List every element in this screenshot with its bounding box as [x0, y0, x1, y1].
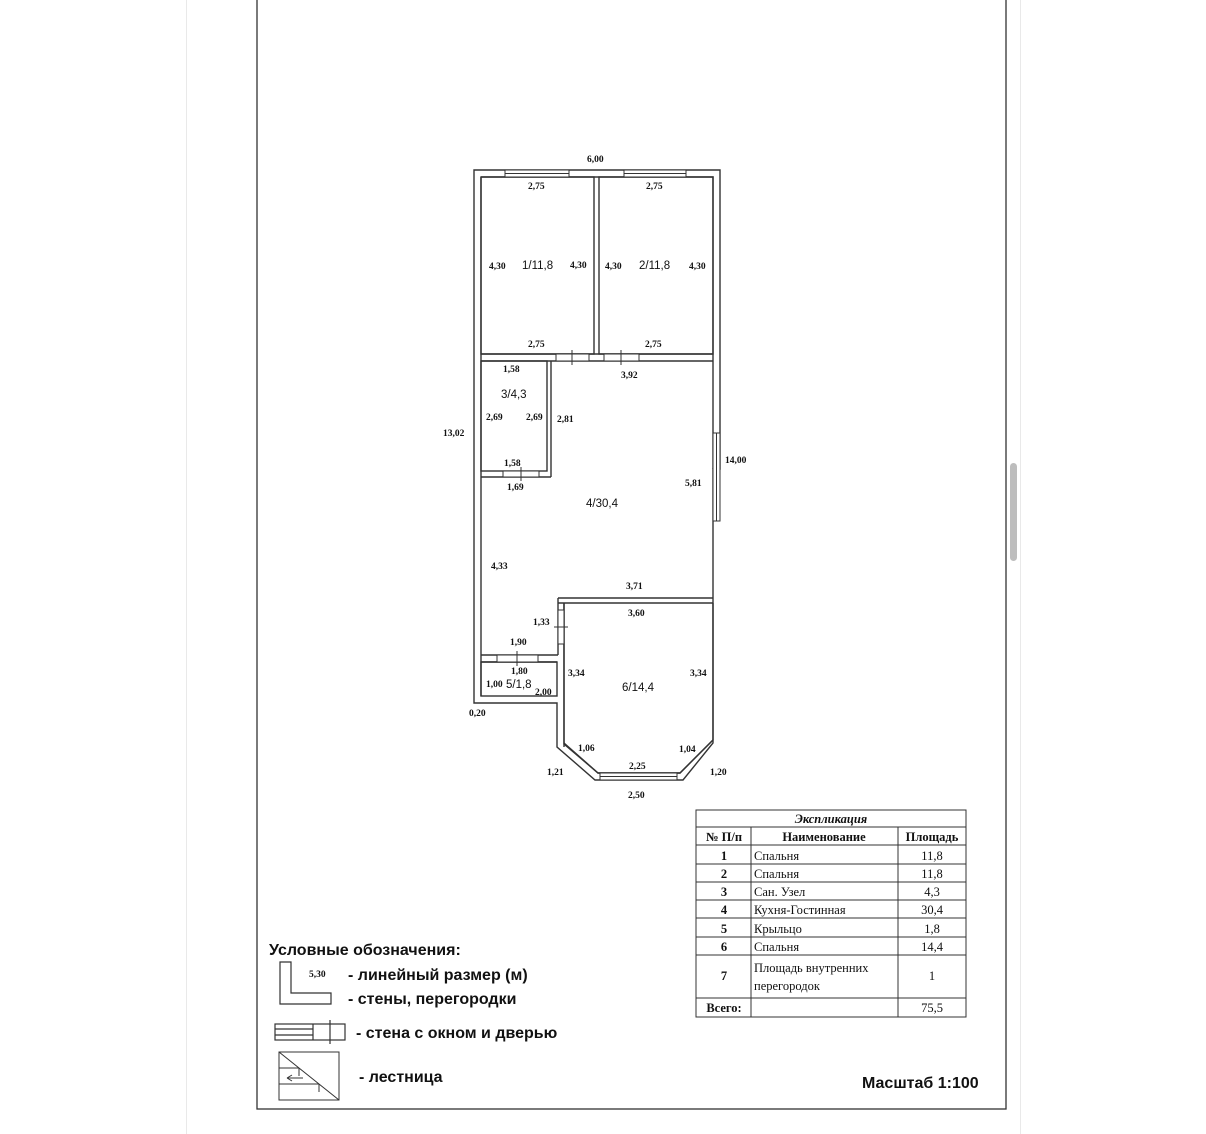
room-label-5: 5/1,8 — [506, 679, 532, 691]
dim-label: 4,30 — [570, 261, 587, 271]
row-num: 5 — [720, 922, 728, 936]
legend-title: Условные обозначения: — [269, 942, 461, 959]
row-area: 14,4 — [921, 940, 943, 954]
legend-item: - лестница — [359, 1069, 443, 1086]
row-area: 4,3 — [924, 885, 940, 899]
scrollbar-thumb[interactable] — [1010, 463, 1017, 561]
dim-label: 2,81 — [557, 415, 574, 425]
row-num: 1 — [720, 849, 728, 863]
dim-label: 13,02 — [443, 429, 465, 439]
dim-label: 4,33 — [491, 562, 508, 572]
dim-label: 1,69 — [507, 483, 524, 493]
row-area: 1 — [928, 969, 936, 983]
row-name: Спальня — [754, 849, 800, 863]
dim-label: 3,34 — [568, 669, 585, 679]
legend-item: - стены, перегородки — [348, 991, 517, 1008]
dim-label: 2,75 — [645, 340, 662, 350]
dim-label: 3,60 — [628, 609, 645, 619]
total-area: 75,5 — [921, 1001, 943, 1015]
dim-label: 2,00 — [535, 688, 552, 698]
dim-label: 1,58 — [504, 459, 521, 469]
dim-label: 2,75 — [528, 340, 545, 350]
row-name: Площадь внутренних — [754, 961, 869, 975]
dim-label: 1,00 — [486, 680, 503, 690]
dim-label: 1,33 — [533, 618, 550, 628]
header-num: № П/п — [705, 830, 743, 844]
dim-label: 2,75 — [646, 182, 663, 192]
room-label-2: 2/11,8 — [639, 260, 671, 272]
dim-label: 3,34 — [690, 669, 707, 679]
row-num: 2 — [720, 867, 728, 881]
total-label: Всего: — [706, 1001, 742, 1015]
room-label-1: 1/11,8 — [522, 260, 554, 272]
row-num: 3 — [720, 885, 728, 899]
header-name: Наименование — [782, 830, 866, 844]
row-name: Спальня — [754, 867, 800, 881]
row-area: 1,8 — [924, 922, 940, 936]
row-name: Спальня — [754, 940, 800, 954]
room-label-4: 4/30,4 — [586, 498, 618, 510]
row-name: Сан. Узел — [754, 885, 806, 899]
dim-label: 1,58 — [503, 365, 520, 375]
dim-label: 1,20 — [710, 768, 727, 778]
legend-sample-dim: 5,30 — [309, 970, 326, 980]
dim-label: 14,00 — [725, 456, 747, 466]
dim-label: 4,30 — [605, 262, 622, 272]
row-num: 7 — [720, 969, 728, 983]
dim-label: 4,30 — [489, 262, 506, 272]
scale-label: Масштаб 1:100 — [862, 1075, 979, 1092]
dim-label: 6,00 — [587, 155, 604, 165]
legend-item: - стена с окном и дверью — [356, 1025, 558, 1042]
row-name: Кухня-Гостинная — [754, 903, 846, 917]
explication-title: Экспликация — [794, 812, 868, 826]
dim-label: 5,81 — [685, 479, 702, 489]
dim-label: 2,69 — [526, 413, 543, 423]
dim-label: 2,25 — [629, 762, 646, 772]
dim-label: 4,30 — [689, 262, 706, 272]
dim-label: 1,90 — [510, 638, 527, 648]
room-label-3: 3/4,3 — [501, 389, 527, 401]
dim-label: 2,69 — [486, 413, 503, 423]
dim-label: 1,06 — [578, 744, 595, 754]
row-area: 11,8 — [921, 867, 943, 881]
dim-label: 3,71 — [626, 582, 643, 592]
row-area: 11,8 — [921, 849, 943, 863]
dim-label: 2,75 — [528, 182, 545, 192]
dim-label: 3,92 — [621, 371, 638, 381]
row-num: 4 — [720, 903, 728, 917]
room-label-6: 6/14,4 — [622, 682, 654, 694]
dim-label: 2,50 — [628, 791, 645, 801]
row-name: перегородок — [754, 979, 820, 993]
dim-label: 1,04 — [679, 745, 696, 755]
dim-label: 1,80 — [511, 667, 528, 677]
row-name: Крыльцо — [754, 922, 802, 936]
dim-label: 0,20 — [469, 709, 486, 719]
row-num: 6 — [720, 940, 728, 954]
dim-label: 1,21 — [547, 768, 564, 778]
row-area: 30,4 — [921, 903, 943, 917]
legend-item: - линейный размер (м) — [348, 967, 528, 984]
header-area: Площадь — [905, 830, 959, 844]
